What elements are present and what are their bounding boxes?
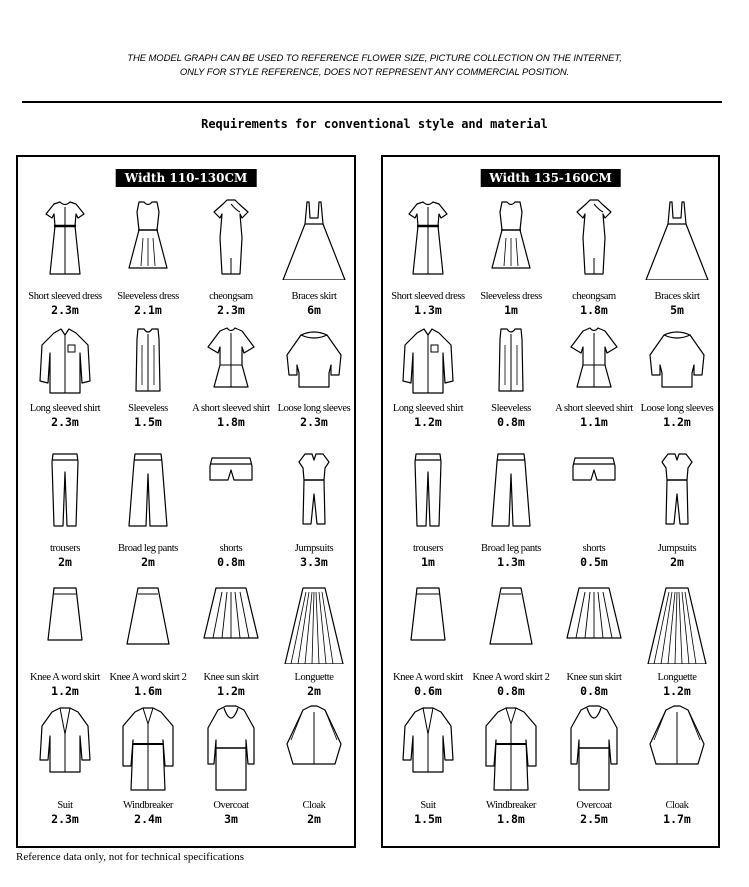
fabric-amount: 3.3m: [300, 555, 328, 569]
fabric-amount: 1m: [504, 303, 518, 317]
garment-name: Knee A word skirt 2: [472, 672, 550, 683]
garment-name: Broad leg pants: [481, 543, 541, 554]
suit-icon: [387, 704, 469, 794]
fabric-amount: 6m: [307, 303, 321, 317]
garment-name: Suit: [420, 800, 436, 811]
garment-item: [387, 290, 469, 318]
garment-name: Jumpsuits: [657, 543, 697, 554]
fabric-amount: 5m: [670, 303, 684, 317]
garment-name: cheongsam: [209, 291, 253, 302]
garment-name: trousers: [412, 543, 444, 554]
garment-name: trousers: [49, 543, 81, 554]
fabric-amount: 0.8m: [497, 415, 525, 429]
shorts-icon: [553, 450, 635, 530]
fabric-amount: 2.3m: [51, 415, 79, 429]
fabric-amount: 2m: [670, 555, 684, 569]
garment-item: [24, 290, 106, 318]
garment-item: [107, 542, 189, 570]
fabric-amount: 1.6m: [134, 684, 162, 698]
garment-item: [387, 542, 469, 570]
fabric-amount: 1.2m: [414, 415, 442, 429]
garment-item: [107, 290, 189, 318]
garment-item: [553, 542, 635, 570]
footer-note: Reference data only, not for technical specifications: [16, 851, 245, 863]
sleeveless-top-icon: [470, 325, 552, 395]
fabric-amount: 0.6m: [414, 684, 442, 698]
fabric-amount: 2.5m: [580, 812, 608, 826]
fabric-amount: 1.3m: [414, 303, 442, 317]
loose-sleeves-icon: [273, 325, 355, 395]
cheongsam-icon: [190, 198, 272, 280]
width-label: Width 135-160CM: [480, 169, 621, 187]
garment-name: Sleeveless dress: [480, 291, 542, 302]
fabric-amount: 2.3m: [217, 303, 245, 317]
garment-item: [636, 542, 718, 570]
a-skirt-icon: [470, 584, 552, 664]
fabric-amount: 1.8m: [217, 415, 245, 429]
garment-name: Short sleeved dress: [391, 291, 465, 302]
cloak-icon: [636, 704, 718, 794]
short-shirt-icon: [553, 325, 635, 395]
garment-name: Long sleeved shirt: [29, 403, 101, 414]
width-label: Width 110-130CM: [116, 169, 257, 187]
garment-name: Braces skirt: [654, 291, 700, 302]
fabric-amount: 2m: [307, 812, 321, 826]
suit-icon: [24, 704, 106, 794]
garment-name: Cloak: [665, 800, 689, 811]
jumpsuit-icon: [636, 450, 718, 530]
garment-name: Overcoat: [213, 800, 249, 811]
fabric-amount: 1.8m: [580, 303, 608, 317]
cheongsam-icon: [553, 198, 635, 280]
loose-sleeves-icon: [636, 325, 718, 395]
pleated-skirt-icon: [190, 584, 272, 664]
garment-item: [553, 671, 635, 699]
garment-name: shorts: [582, 543, 606, 554]
cloak-icon: [273, 704, 355, 794]
garment-item: [190, 671, 272, 699]
shorts-icon: [190, 450, 272, 530]
disclaimer-line-1: THE MODEL GRAPH CAN BE USED TO REFERENCE FLOWER SIZE, PICTURE COLLECTION ON THE INTERNET,: [127, 53, 622, 64]
garment-item: [636, 799, 718, 827]
garment-item: [24, 402, 106, 430]
short-dress-icon: [24, 198, 106, 280]
garment-name: Loose long sleeves: [277, 403, 351, 414]
fabric-amount: 1.3m: [497, 555, 525, 569]
broad-pants-icon: [107, 450, 189, 530]
garment-item: [470, 671, 552, 699]
sleeveless-dress-icon: [470, 198, 552, 280]
garment-item: [107, 402, 189, 430]
garment-name: Cloak: [302, 800, 326, 811]
long-shirt-icon: [387, 325, 469, 395]
garment-name: A short sleeved shirt: [192, 403, 270, 414]
garment-item: [470, 290, 552, 318]
garment-name: Sleeveless: [128, 403, 168, 414]
garment-name: Knee A word skirt 2: [109, 672, 187, 683]
garment-item: [107, 799, 189, 827]
disclaimer-line-2: ONLY FOR STYLE REFERENCE, DOES NOT REPRESENT ANY COMMERCIAL POSITION.: [179, 67, 570, 78]
fabric-amount: 2.1m: [134, 303, 162, 317]
fabric-amount: 2m: [58, 555, 72, 569]
fabric-amount: 1.5m: [414, 812, 442, 826]
broad-pants-icon: [470, 450, 552, 530]
fabric-amount: 0.5m: [580, 555, 608, 569]
garment-item: [470, 402, 552, 430]
fabric-amount: 0.8m: [217, 555, 245, 569]
garment-item: [387, 671, 469, 699]
trench-coat-icon: [470, 704, 552, 794]
garment-name: Jumpsuits: [294, 543, 334, 554]
fabric-amount: 1.2m: [51, 684, 79, 698]
garment-item: [636, 671, 718, 699]
garment-item: [190, 402, 272, 430]
jumpsuit-icon: [273, 450, 355, 530]
fabric-amount: 1.2m: [663, 415, 691, 429]
fabric-amount: 0.8m: [580, 684, 608, 698]
trousers-icon: [24, 450, 106, 530]
braces-skirt-icon: [636, 198, 718, 280]
garment-item: [387, 402, 469, 430]
knee-skirt-icon: [387, 584, 469, 664]
garment-name: shorts: [219, 543, 243, 554]
garment-name: Loose long sleeves: [640, 403, 714, 414]
garment-item: [273, 671, 355, 699]
long-shirt-icon: [24, 325, 106, 395]
braces-skirt-icon: [273, 198, 355, 280]
fabric-amount: 2m: [307, 684, 321, 698]
knee-skirt-icon: [24, 584, 106, 664]
garment-item: [24, 799, 106, 827]
fabric-amount: 0.8m: [497, 684, 525, 698]
garment-item: [107, 671, 189, 699]
fabric-amount: 2.3m: [300, 415, 328, 429]
divider: [22, 101, 722, 103]
garment-item: [24, 542, 106, 570]
a-skirt-icon: [107, 584, 189, 664]
fabric-amount: 1m: [421, 555, 435, 569]
garment-item: [636, 290, 718, 318]
fabric-amount: 1.5m: [134, 415, 162, 429]
garment-name: A short sleeved shirt: [555, 403, 633, 414]
garment-name: Knee A word skirt: [30, 672, 100, 683]
garment-name: Knee sun skirt: [203, 672, 259, 683]
garment-item: [273, 799, 355, 827]
garment-item: [553, 290, 635, 318]
fabric-amount: 1.2m: [217, 684, 245, 698]
sleeveless-dress-icon: [107, 198, 189, 280]
fabric-amount: 3m: [224, 812, 238, 826]
overcoat-icon: [190, 704, 272, 794]
fabric-amount: 2.4m: [134, 812, 162, 826]
fabric-amount: 1.7m: [663, 812, 691, 826]
garment-name: cheongsam: [572, 291, 616, 302]
garment-item: [190, 290, 272, 318]
garment-item: [273, 290, 355, 318]
garment-item: [387, 799, 469, 827]
garment-item: [190, 799, 272, 827]
garment-item: [273, 542, 355, 570]
garment-item: [636, 402, 718, 430]
short-shirt-icon: [190, 325, 272, 395]
garment-item: [470, 542, 552, 570]
garment-name: Long sleeved shirt: [392, 403, 464, 414]
garment-name: Short sleeved dress: [28, 291, 102, 302]
trench-coat-icon: [107, 704, 189, 794]
garment-name: Windbreaker: [123, 800, 173, 811]
longuette-icon: [636, 584, 718, 664]
trousers-icon: [387, 450, 469, 530]
garment-item: [553, 402, 635, 430]
fabric-amount: 2.3m: [51, 812, 79, 826]
disclaimer: [0, 52, 749, 80]
garment-name: Sleeveless dress: [117, 291, 179, 302]
garment-name: Longuette: [294, 672, 334, 683]
fabric-amount: 1.8m: [497, 812, 525, 826]
garment-item: [553, 799, 635, 827]
garment-name: Windbreaker: [486, 800, 536, 811]
garment-name: Suit: [57, 800, 73, 811]
fabric-amount: 1.2m: [663, 684, 691, 698]
fabric-amount: 2m: [141, 555, 155, 569]
garment-item: [273, 402, 355, 430]
short-dress-icon: [387, 198, 469, 280]
page-heading: Requirements for conventional style and material: [201, 117, 548, 131]
garment-item: [190, 542, 272, 570]
fabric-amount: 1.1m: [580, 415, 608, 429]
garment-name: Sleeveless: [491, 403, 531, 414]
longuette-icon: [273, 584, 355, 664]
pleated-skirt-icon: [553, 584, 635, 664]
garment-item: [24, 671, 106, 699]
garment-name: Knee A word skirt: [393, 672, 463, 683]
fabric-amount: 2.3m: [51, 303, 79, 317]
garment-name: Broad leg pants: [118, 543, 178, 554]
garment-name: Knee sun skirt: [566, 672, 622, 683]
sleeveless-top-icon: [107, 325, 189, 395]
garment-name: Braces skirt: [291, 291, 337, 302]
garment-name: Longuette: [657, 672, 697, 683]
overcoat-icon: [553, 704, 635, 794]
garment-item: [470, 799, 552, 827]
garment-name: Overcoat: [576, 800, 612, 811]
